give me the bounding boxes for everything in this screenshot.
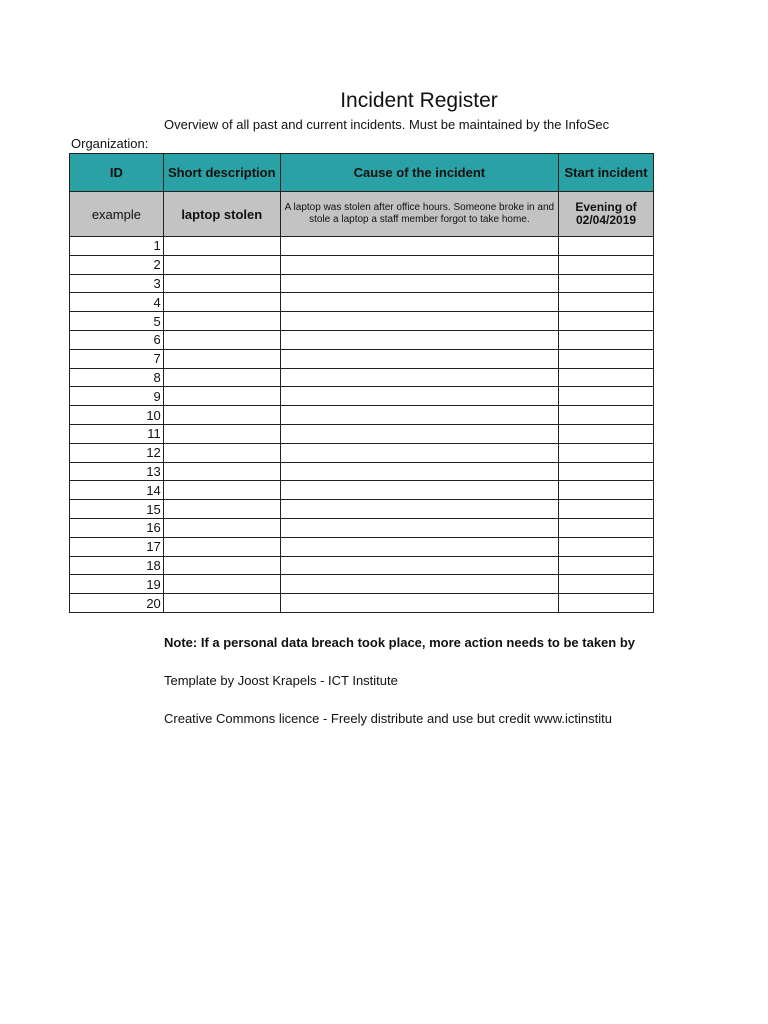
row-short-description-cell[interactable] [163,237,280,256]
row-id-cell[interactable]: 10 [70,406,164,425]
row-id-cell[interactable]: 9 [70,387,164,406]
table-row [70,255,654,274]
row-start-cell[interactable] [559,556,654,575]
example-cause-cell[interactable]: A laptop was stolen after office hours. Someone broke in and stole a laptop a staff member forgot to take home. [280,192,558,237]
row-id-cell[interactable]: 17 [70,537,164,556]
table-row [70,387,654,406]
example-short-description-cell[interactable]: laptop stolen [163,192,280,237]
table-row [70,274,654,293]
row-cause-cell[interactable] [280,274,558,293]
row-id-cell[interactable]: 14 [70,481,164,500]
row-start-cell[interactable] [559,462,654,481]
table-row [70,500,654,519]
template-credit: Template by Joost Krapels - ICT Institute [164,673,398,688]
table-row [70,556,654,575]
example-id-cell[interactable]: example [70,192,164,237]
row-start-cell[interactable] [559,255,654,274]
header-cause[interactable]: Cause of the incident [280,154,558,192]
row-id-cell[interactable]: 19 [70,575,164,594]
table-row [70,368,654,387]
table-row [70,406,654,425]
incident-table-wrapper [69,153,654,613]
row-short-description-cell[interactable] [163,293,280,312]
row-cause-cell[interactable] [280,443,558,462]
document-title: Incident Register [340,89,498,112]
row-cause-cell[interactable] [280,330,558,349]
row-start-cell[interactable] [559,368,654,387]
row-id-cell[interactable]: 5 [70,312,164,331]
row-short-description-cell[interactable] [163,443,280,462]
row-cause-cell[interactable] [280,500,558,519]
example-row [70,192,654,237]
row-short-description-cell[interactable] [163,481,280,500]
table-row [70,443,654,462]
row-start-cell[interactable] [559,537,654,556]
example-start-cell[interactable]: Evening of 02/04/2019 [559,192,654,237]
row-short-description-cell[interactable] [163,312,280,331]
header-start-incident[interactable]: Start incident [559,154,654,192]
row-id-cell[interactable]: 20 [70,594,164,613]
organization-label: Organization: [71,136,149,151]
row-id-cell[interactable]: 7 [70,349,164,368]
row-cause-cell[interactable] [280,387,558,406]
document-subtitle: Overview of all past and current incidents. Must be maintained by the InfoSec [164,117,610,132]
table-row [70,462,654,481]
row-cause-cell[interactable] [280,556,558,575]
row-start-cell[interactable] [559,424,654,443]
row-cause-cell[interactable] [280,575,558,594]
table-row [70,349,654,368]
row-start-cell[interactable] [559,274,654,293]
table-row [70,293,654,312]
row-start-cell[interactable] [559,443,654,462]
row-short-description-cell[interactable] [163,387,280,406]
row-short-description-cell[interactable] [163,518,280,537]
row-id-cell[interactable]: 3 [70,274,164,293]
row-cause-cell[interactable] [280,481,558,500]
incident-table [69,153,654,613]
row-short-description-cell[interactable] [163,406,280,425]
row-cause-cell[interactable] [280,368,558,387]
breach-note: Note: If a personal data breach took place, more action needs to be taken by [164,635,636,650]
row-cause-cell[interactable] [280,293,558,312]
header-row [70,154,654,192]
licence-text: Creative Commons licence - Freely distribute and use but credit www.ictinstitu [164,711,612,726]
table-row [70,481,654,500]
row-short-description-cell[interactable] [163,255,280,274]
header-id[interactable]: ID [70,154,164,192]
row-short-description-cell[interactable] [163,349,280,368]
table-row [70,330,654,349]
row-id-cell[interactable]: 12 [70,443,164,462]
row-start-cell[interactable] [559,406,654,425]
row-short-description-cell[interactable] [163,462,280,481]
row-start-cell[interactable] [559,387,654,406]
row-cause-cell[interactable] [280,518,558,537]
row-id-cell[interactable]: 4 [70,293,164,312]
table-row [70,424,654,443]
row-id-cell[interactable]: 8 [70,368,164,387]
row-short-description-cell[interactable] [163,330,280,349]
row-cause-cell[interactable] [280,594,558,613]
row-id-cell[interactable]: 2 [70,255,164,274]
header-short-description[interactable]: Short description [163,154,280,192]
row-cause-cell[interactable] [280,312,558,331]
row-cause-cell[interactable] [280,462,558,481]
row-start-cell[interactable] [559,293,654,312]
row-start-cell[interactable] [559,349,654,368]
row-cause-cell[interactable] [280,537,558,556]
row-id-cell[interactable]: 1 [70,237,164,256]
row-cause-cell[interactable] [280,424,558,443]
row-short-description-cell[interactable] [163,594,280,613]
table-row [70,312,654,331]
row-id-cell[interactable]: 11 [70,424,164,443]
row-short-description-cell[interactable] [163,556,280,575]
row-start-cell[interactable] [559,594,654,613]
row-cause-cell[interactable] [280,406,558,425]
row-id-cell[interactable]: 13 [70,462,164,481]
row-id-cell[interactable]: 18 [70,556,164,575]
row-short-description-cell[interactable] [163,424,280,443]
table-row [70,237,654,256]
row-id-cell[interactable]: 16 [70,518,164,537]
row-start-cell[interactable] [559,481,654,500]
row-short-description-cell[interactable] [163,500,280,519]
row-cause-cell[interactable] [280,349,558,368]
table-row [70,518,654,537]
row-start-cell[interactable] [559,312,654,331]
row-start-cell[interactable] [559,500,654,519]
row-cause-cell[interactable] [280,237,558,256]
table-row [70,537,654,556]
table-row [70,594,654,613]
row-start-cell[interactable] [559,518,654,537]
row-short-description-cell[interactable] [163,274,280,293]
row-start-cell[interactable] [559,237,654,256]
row-short-description-cell[interactable] [163,575,280,594]
table-row [70,575,654,594]
row-start-cell[interactable] [559,330,654,349]
row-short-description-cell[interactable] [163,537,280,556]
row-cause-cell[interactable] [280,255,558,274]
row-id-cell[interactable]: 6 [70,330,164,349]
row-start-cell[interactable] [559,575,654,594]
row-id-cell[interactable]: 15 [70,500,164,519]
row-short-description-cell[interactable] [163,368,280,387]
